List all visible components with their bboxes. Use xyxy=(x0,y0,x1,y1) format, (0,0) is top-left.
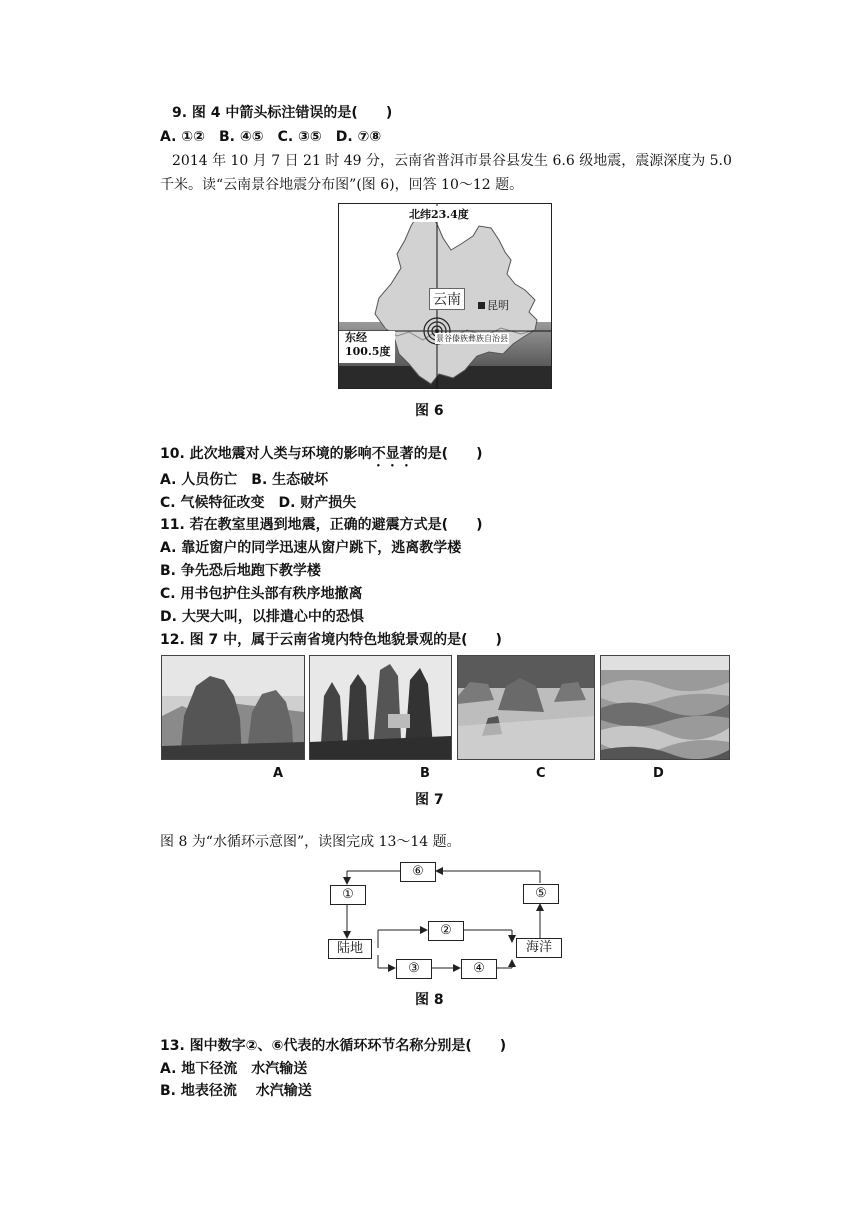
q13-option-b: B. 地表径流 水汽输送 xyxy=(160,1083,312,1099)
figure-8-caption: 图 8 xyxy=(415,992,444,1008)
node-4: ④ xyxy=(461,959,497,979)
q11-option-d: D. 大哭大叫，以排遣心中的恐惧 xyxy=(160,609,364,625)
landform-photo-d xyxy=(600,655,730,760)
q13-option-a: A. 地下径流 水汽输送 xyxy=(160,1061,308,1077)
lon-label-box xyxy=(339,331,395,363)
landform-photo-b xyxy=(309,655,452,760)
q13-stem: 13. 图中数字②、⑥代表的水循环环节名称分别是( ) xyxy=(160,1038,507,1054)
q10-stem xyxy=(160,444,482,470)
province-label: 云南 xyxy=(429,288,465,310)
lat-label: 北纬23.4度 xyxy=(409,208,469,221)
q9-options: A. ①② B. ④⑤ C. ③⑤ D. ⑦⑧ xyxy=(160,129,382,145)
q10-stem-pre: 10. 此次地震对人类与环境的影响 xyxy=(160,446,372,462)
kunming-marker xyxy=(478,302,485,309)
lon-label-line-2: 100.5度 xyxy=(345,345,391,358)
node-2: ② xyxy=(428,921,464,941)
q10-stem-emphasis: 不显著 xyxy=(371,446,414,462)
figure-6-caption: 图 6 xyxy=(415,403,444,419)
landform-photo-a xyxy=(161,655,305,760)
node-6: ⑥ xyxy=(400,862,436,882)
photo-label-c: C xyxy=(536,766,546,781)
photo-label-b: B xyxy=(420,766,430,781)
node-land: 陆地 xyxy=(328,939,372,959)
node-5: ⑤ xyxy=(523,884,559,904)
q11-option-c: C. 用书包护住头部有秩序地撤离 xyxy=(160,586,363,602)
node-ocean: 海洋 xyxy=(516,938,562,958)
figure-7-caption: 图 7 xyxy=(415,792,444,808)
lon-label-line-1: 东经 xyxy=(345,331,367,344)
intro-line-2: 千米。读“云南景谷地震分布图”(图 6)，回答 10～12 题。 xyxy=(160,177,524,193)
q10-options-1: A. 人员伤亡 B. 生态破坏 xyxy=(160,472,329,488)
intro-line-1: 2014 年 10 月 7 日 21 时 49 分，云南省普洱市景谷县发生 6.6 级地震，震源深度为 5.0 xyxy=(172,153,732,169)
node-1: ① xyxy=(330,885,366,905)
q9-stem: 9. 图 4 中箭头标注错误的是( ) xyxy=(172,105,393,121)
epicenter-label: 景谷傣族彝族自治县 xyxy=(436,334,508,343)
q11-option-b: B. 争先恐后地跑下教学楼 xyxy=(160,563,321,579)
photo-label-a: A xyxy=(273,766,284,781)
q10-stem-post: 的是( ) xyxy=(413,446,483,462)
q12-stem: 12. 图 7 中，属于云南省境内特色地貌景观的是( ) xyxy=(160,632,502,648)
photo-label-d: D xyxy=(653,766,664,781)
landform-photo-c xyxy=(457,655,595,760)
figure-6-map xyxy=(338,203,552,389)
capital-label: 昆明 xyxy=(487,299,509,312)
q11-stem: 11. 若在教室里遇到地震，正确的避震方式是( ) xyxy=(160,517,483,533)
figure-8-intro: 图 8 为“水循环示意图”，读图完成 13～14 题。 xyxy=(160,834,461,850)
q11-option-a: A. 靠近窗户的同学迅速从窗户跳下，逃离教学楼 xyxy=(160,540,462,556)
q10-options-2: C. 气候特征改变 D. 财产损失 xyxy=(160,495,357,511)
node-3: ③ xyxy=(396,959,432,979)
